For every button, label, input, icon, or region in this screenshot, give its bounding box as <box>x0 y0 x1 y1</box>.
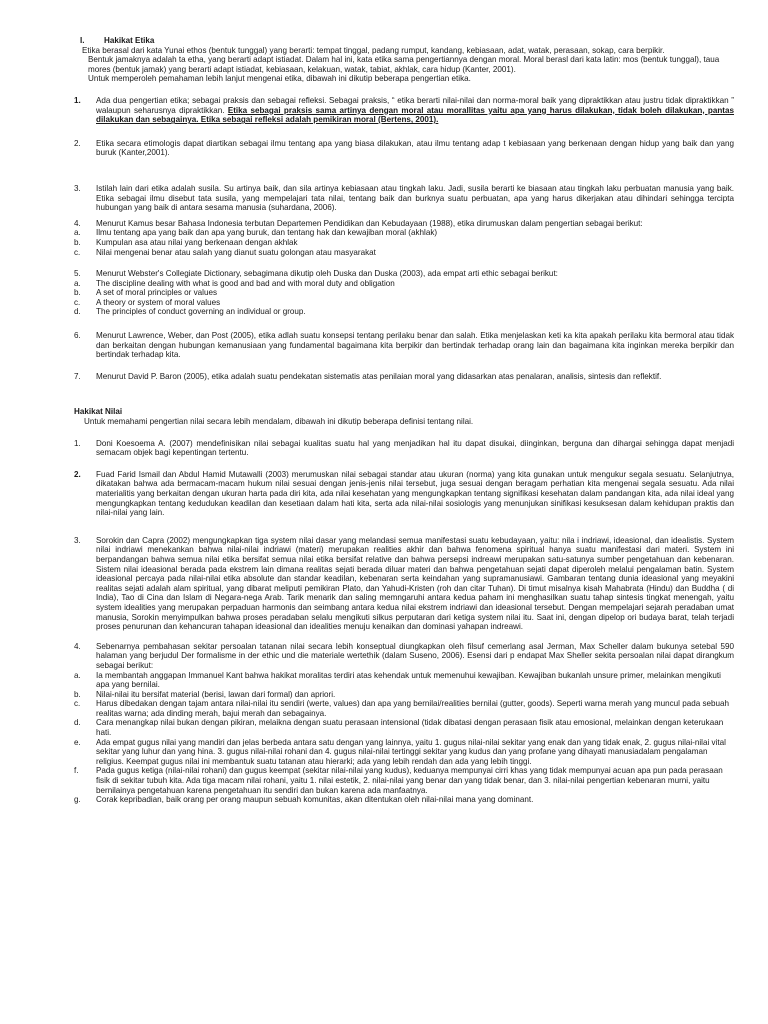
etika-definition-2 <box>74 139 734 158</box>
sub-marker: c. <box>74 297 81 307</box>
nilai-definition-3 <box>74 536 734 632</box>
section-heading-hakikat-nilai: Hakikat Nilai <box>74 407 123 417</box>
sub-marker: c. <box>74 247 81 257</box>
item-text: Etika secara etimologis dapat diartikan sebagai ilmu tentang apa yang biasa dilakukan, atau ilmu tentang adap t kebiasaan yang berkenaan dengan hidup yang baik dan yang buruk (Kanter,2001). <box>96 138 734 158</box>
sub-item <box>74 718 734 737</box>
sub-text: Ilmu tentang apa yang baik dan apa yang buruk, dan tentang hak dan kewajiban moral (akhlak) <box>96 228 438 238</box>
item-text: Ada dua pengertian etika; sebagai praksis dan sebagai refleksi. Sebagai praksis, “ etika berarti nilai-nilai dan norma-moral baik yang dipraktikkan atau justru tidak dipraktikkan ” walaupun seharusnya dipraktikkan. <box>96 95 734 115</box>
item-number: 2. <box>74 138 81 148</box>
sub-item <box>74 795 734 805</box>
sub-item <box>74 307 734 317</box>
item-number: 3. <box>74 535 81 545</box>
nilai-definition-1 <box>74 439 734 458</box>
sub-item <box>74 238 734 248</box>
item-number: 3. <box>74 183 81 193</box>
nilai-definition-4 <box>74 642 734 671</box>
sub-marker: f. <box>74 766 79 776</box>
section-numeral: I. <box>80 36 85 45</box>
item-text: Istilah lain dari etika adalah susila. Su artinya baik, dan sila artinya kebiasaan atau tingkah laku. Jadi, susila berarti ke biasaan atau tingkah laku perbuatan manusia yang baik. Etika sebagai ilmu disebut tata susila, yang mempelajari tata nilai, tentang baik dan burknya suatu perbuatan, apa yang harus dikerjakan atau dihindari sehingga tercipta hubungan yang baik di antara sesama manusia (suhardana, 2006). <box>96 183 734 213</box>
item-number: 2. <box>74 469 81 479</box>
intro-paragraph: Etika berasal dari kata Yunai ethos (bentuk tunggal) yang berarti: tempat tinggal, padang rumput, kandang, kebiasaan, adat, watak, perasaan, sokap, cara berpikir. <box>82 45 665 55</box>
sub-marker: a. <box>74 670 81 680</box>
etika-definition-4 <box>74 219 734 229</box>
sub-marker: b. <box>74 288 81 298</box>
sub-item <box>74 738 734 767</box>
item-text: Sorokin dan Capra (2002) mengungkapkan tiga system nilai dasar yang melandasi semua manifestasi suatu kebudayaan, yaitu: nila i indriawi, ideasional, dan idealistis. System nilai indriawi menekankan bahwa nilai-nilai indriawi (materi) merupakan realities akhir dan bahwa fenomena spiritual hanya suatu manifestasi dari materi. System ini berpandangan bahwa semua nilai etika bersifat semua nilai etika bersifat relative dan bahwa persepsi indreawi merupakan satu-satunya sumber pengetahuan dan kebenaran. Sistem nilai ideasional berada pada ekstrem lain dimana realitas sejati berada diluar materi dan bahwa pengetahuan sejati dapat diperoleh melalui pengalaman batin. System ideasional percaya pada nilai-nilai etika absolute dan standar keadilan, kebenaran serta keindahan yang supramanusiawi. Gambaran tentang dunia ideasional yang meyakini realitas sejati adalah alam spiritual, yang dibarat meliputi pemikiran Plato, dan Yahudi-Kristen (roh dan citar Tuhan). Di timut misalnya kisah Mahabrata (Hindu) dan Buddha ( di India), Tao di Cina dan Islam di Negara-nega Arab. Tarik menarik dan saling memngaruhi antara kedua paham ini menghasilkan suatu tahap sintesis tingkat menengah, yaitu system idealities yang merupakan perpaduan harmonis dan seimbang antara kedua nilai ekstrem indriawi dan ideasional tersebut. Dengan mempelajari sejarah peradaban umat manusia, Sorokin menyimpulkan bahwa proses peradaban selalu mengikuti silkus perputaran dari ketiga system nilai itu. Saat ini, dengan dipelop ori budaya barat, telah terjadi proses penurunan dan kehancuran tahapan ideasional dan idealities menuju kenaikan dan dominasi yahapan indreawi. <box>96 535 734 632</box>
item-text: Doni Koesoema A. (2007) mendefinisikan nilai sebagai kualitas suatu hal yang menjadikan hal itu dapat disukai, diinginkan, berguna dan dihargai sehingga dapat menjadi semacam objek bagi kepentingan tertentu. <box>96 438 734 458</box>
sub-text: The principles of conduct governing an individual or group. <box>96 307 306 317</box>
sub-text: Corak kepribadian, baik orang per orang maupun sebuah komunitas, akan ditentukan oleh nilai-nilai mana yang dominant. <box>96 795 534 805</box>
sub-item <box>74 671 734 690</box>
item-number: 5. <box>74 269 81 279</box>
sub-marker: b. <box>74 689 81 699</box>
sub-item <box>74 288 734 298</box>
section-title: Hakikat Etika <box>104 36 155 45</box>
etika-intro <box>82 45 734 84</box>
section-heading-hakikat-etika <box>80 36 734 46</box>
sub-marker: g. <box>74 795 81 805</box>
sub-text: Harus dibedakan dengan tajam antara nilai-nilai itu sendiri (werte, values) dan apa yang bernilai/realities bernilai (gutter, goods). Seperti warna merah yang muncul pada sebuah realitas warna; ada dinding merah, bajui merah dan sebagainya. <box>96 699 730 718</box>
sub-marker: a. <box>74 228 81 238</box>
intro-paragraph: Bentuk jamaknya adalah ta etha, yang berarti adapt istiadat. Dalam hal ini, kata etika sama pengertiannya dengan moral. Moral berasl dari kata latin: mos (bentuk tunggal), taua mores (bentuk jamak) yang berarti adapt istiadat, kebiasaan, kelakuan, watak, tabiat, akhlak, cara hidup (Kanter, 2001). <box>88 55 720 74</box>
sub-text: Ada empat gugus nilai yang mandiri dan jelas berbeda antara satu dengan yang lainnya, yaitu 1. gugus nilai-nilai sekitar yang enak dan yang tidak enak, 2. gugus nilai-nilai vital sekitar yang luhur dan yang hina. 3. gugus nilai-nilai rohani dan 4. gugus nilai-nilai tertinggi sekitar yang kudus dan yang profane yang dihayati manusiadalam pengalaman religius. Keempat gugus nilai ini membantuk suatu tatanan atau hierarki; ada yang lebih rendah dan ada yang lebih tinggi. <box>96 737 726 766</box>
sub-item <box>74 298 734 308</box>
sub-text: Pada gugus ketiga (nilai-nilai rohani) dan gugus keempat (sekitar nilai-nilai yang kudus), keduanya mempunyai cirri khas yang tidak mempunyai acuan apa pun pada perasaan fisik di sekitar tubuh kita. Ada tiga macam nilai rohani, yaitu 1. nilai estetik, 2. nilai-nilai yang benar dan yang tidak benar, dan 3. nilai-nilai pengertian kebenaran murni, yaitu bernilainya pengetahuan karena pengetahuan itu sendiri dan bukan karena ada manfaatnya. <box>96 766 723 795</box>
item-number: 1. <box>74 438 81 448</box>
sub-text: Kumpulan asa atau nilai yang berkenaan dengan akhlak <box>96 237 298 247</box>
sub-item <box>74 699 734 718</box>
nilai-intro: Untuk memahami pengertian nilai secara lebih mendalam, dibawah ini dikutip beberapa definisi tentang nilai. <box>84 417 474 427</box>
sub-text: Ia membantah anggapan Immanuel Kant bahwa hakikat moralitas terdiri atas kehendak untuk memenuhui kewajiban. Kewajiban bukanlah unsure primer, melainkan mengikuti apa yang bernilai. <box>96 670 721 690</box>
item-text: Menurut David P. Baron (2005), etika adalah suatu pendekatan sistematis atas penilaian moral yang didasarkan atas penalaran, analisis, sintesis dan reflektif. <box>96 371 662 381</box>
sub-item <box>74 766 734 795</box>
item-number: 1. <box>74 95 81 105</box>
sub-text: Nilai mengenai benar atau salah yang dianut suatu golongan atau masyarakat <box>96 247 376 257</box>
sub-marker: c. <box>74 699 81 709</box>
etika-definition-7 <box>74 372 734 382</box>
item-number: 4. <box>74 641 81 651</box>
sub-item <box>74 690 734 700</box>
item-number: 7. <box>74 371 81 381</box>
sub-marker: b. <box>74 237 81 247</box>
etika-definition-3 <box>74 184 734 213</box>
sub-marker: d. <box>74 307 81 317</box>
sub-marker: e. <box>74 737 81 747</box>
item-number: 6. <box>74 331 81 341</box>
sub-item <box>74 248 734 258</box>
item-text: Menurut Lawrence, Weber, dan Post (2005), etika adlah suatu konsepsi tentang perilaku benar dan salah. Etika menjelaskan keti ka kita apakah perilaku kita bermoral atau tidak dan berkaitan dengan hubungan kemanusiaan yang fundamental bagaimana kita berpikir dan bertindak terhadap orang lain dan bagaimana kita inginkan mereka berpikir dan bertindak terhadap kita. <box>96 331 734 360</box>
etika-definition-5 <box>74 269 734 279</box>
sub-text: The discipline dealing with what is good and bad and with moral duty and obligation <box>96 278 395 288</box>
item-text: Fuad Farid Ismail dan Abdul Hamid Mutawalli (2003) merumuskan nilai sebagai standar atau ukuran (norma) yang kita gunakan untuk mengukur segala sesuatu. Selanjutnya, dikatakan bahwa ada bermacam-macam hukum nilai sesuai dengan jenis-jenis nilai tersebut, juga sesuai dengan beragam perhatian kita mengenai segala sesuatu. Ada nilai materialitis yang berkaitan dengan ukuran harta pada diri kita, ada nilai kesehatan yang mengungkapkan tentang signifikasi kesehatan dalam pandangan kita, ada nilai ideal yang mengungkapkan tentang kedudukan keadilan dan kesetiaan dalam hati kita, serta ada nilai-nilai sosiologis yang menunjukan sinifikasi kesuksesan dalam kehidupan praktis dan nilai-nilai yang lain. <box>96 469 734 518</box>
item-text: Menurut Webster's Collegiate Dictionary, sebagimana dikutip oleh Duska dan Duska (2003), ada empat arti ethic sebagai berikut: <box>96 269 558 279</box>
intro-paragraph: Untuk memperoleh pemahaman lebih lanjut mengenai etika, dibawah ini dikutip beberapa pengertian etika. <box>88 74 471 84</box>
item-text: Menurut Kamus besar Bahasa Indonesia terbutan Departemen Pendidikan dan Kebudayaan (1988), etika dirumuskan dalam pengertian sebagai berikut: <box>96 218 643 228</box>
item-number: 4. <box>74 218 81 228</box>
item-text: Sebenarnya pembahasan sekitar persoalan tatanan nilai secara lebih konseptual diungkapkan oleh filsuf cemerlang asal Jerman, Max Scheller dalam bukunya setebal 590 halaman yang berjudul Der formalisme in der ethic und die materiale wertethik (dalam Suseno, 2006). Esensi dari p endapat Max Sheller sekita persoalan nilai dapat dirangkum sebagai berikut: <box>96 641 734 670</box>
etika-definition-6 <box>74 331 734 360</box>
item-underlined-text: Etika sebagai praksis sama artinya dengan moral atau morallitas yaitu apa yang harus dilakukan, tidak boleh dilakukan, pantas dilakukan dan sebagainya. Etika sebagai refleksi adalah pemikiran moral (Bertens, 2001). <box>96 105 735 125</box>
sub-text: Cara menangkap nilai bukan dengan pikiran, melaikna dengan suatu perasaan intensional (tidak dibatasi dengan perasaan fisik atau emosional, melainkan dengan keterukaan hati. <box>96 718 724 738</box>
sub-text: A set of moral principles or values <box>96 288 218 298</box>
sub-item <box>74 279 734 289</box>
sub-text: Nilai-nilai itu bersifat material (berisi, lawan dari formal) dan apriori. <box>96 689 336 699</box>
sub-marker: a. <box>74 278 81 288</box>
sub-item <box>74 228 734 238</box>
sub-marker: d. <box>74 718 81 728</box>
sub-text: A theory or system of moral values <box>96 297 221 307</box>
etika-definition-1 <box>74 96 734 125</box>
nilai-definition-2 <box>74 470 734 518</box>
